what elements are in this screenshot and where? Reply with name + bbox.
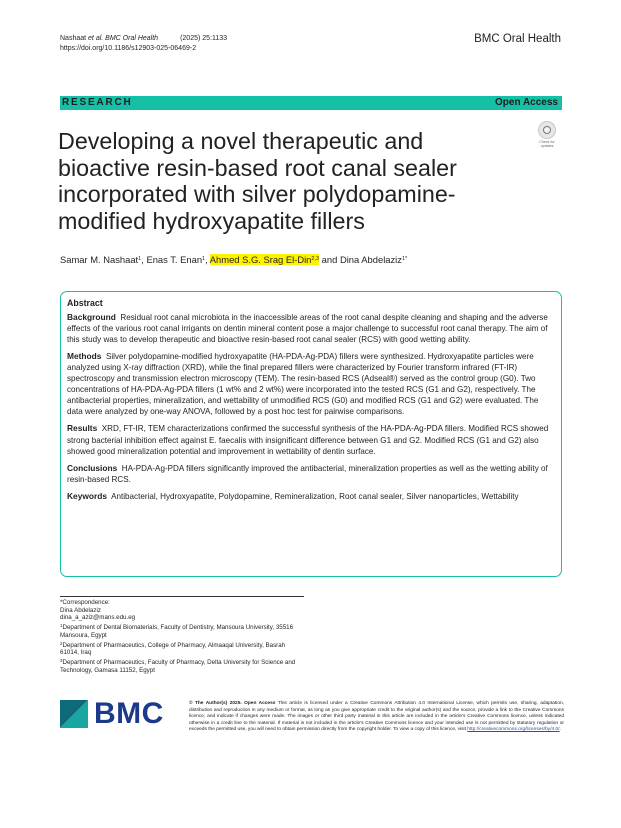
open-access-label: Open Access [495,97,558,108]
correspondence-name: Dina Abdelaziz [60,606,101,614]
abstract-background [67,312,555,345]
keywords-text: Antibacterial, Hydroxyapatite, Polydopamine, Remineralization, Root canal sealer, Silver nanoparticles, Wettability [111,491,519,501]
author-conjunction: and [321,254,338,265]
section-banner [60,96,562,110]
bmc-logo [60,697,172,730]
abstract-keywords [67,491,555,502]
citation-year: (2025) 25:1133 [180,35,228,42]
citation-header [60,34,227,53]
author-affiliation-sup: 1 [202,256,206,262]
license-link[interactable]: http://creativecommons.org/licenses/by/4.0/ [467,727,560,733]
author-affiliation-sup: 2,3 [311,256,320,262]
check-for-updates-button[interactable] [537,121,557,147]
abstract-methods [67,351,555,417]
affiliation-3: $^3$Department of Pharmaceutics, Faculty of Pharmacy, Delta University for Science and Technology, Gamasa 11152, Egypt [60,657,296,674]
journal-name: BMC Oral Health [474,33,561,45]
methods-label: Methods [67,351,102,362]
bmc-logo-text: BMC [94,697,164,730]
citation-authors: Nashaat [60,35,87,42]
author-affiliation-sup: 1* [401,256,408,262]
author-name[interactable]: Samar M. Nashaat [60,254,139,265]
citation-line [60,34,227,44]
citation-journal: BMC Oral Health [105,35,159,42]
check-for-updates-icon [538,121,556,139]
doi-link[interactable]: https://doi.org/10.1186/s12903-025-06469-2 [60,44,197,52]
abstract-results [67,423,555,456]
background-text: Residual root canal microbiota in the inaccessible areas of the root canal despite cleaning and shaping and the adverse effects of the various root canal irrigants on dentin mineral content pose a major challenge to successful root canal therapy. The aim of this study was to develop therapeutic and bioactive resin-based root canal sealer (RCS) with good wetting ability. [67,313,548,345]
license-statement: © The Author(s) 2025. Open Access This article is licensed under a Creative Commons Attribution 4.0 International License, which permits use, sharing, adaptation, distribution and reproduction in any medium or format, as long as you give appropriate credit to the original author(s) and the source, provide a link to the Creative Commons licence, and indicate if changes were made. The images or other third party material in this article are included in the article's Creative Commons licence, unless indicated otherwise in a credit line to the material. If material is not included in the article's Creative Commons licence and your intended use is not permitted by statutory regulation or exceeds the permitted use, you will need to obtain permission directly from the copyright holder. To view a copy of this licence, visit http://creativecommons.org/licenses/by/4.0/. [189,701,565,733]
author-name-highlighted[interactable] [210,254,319,265]
author-affiliation-sup: 1 [138,256,142,262]
keywords-label: Keywords [67,490,108,501]
article-title: Developing a novel therapeutic and bioactive resin-based root canal sealer incorporated with silver polydopamine-modified hydroxyapatite fillers [58,128,457,234]
license-body: This article is licensed under a Creative Commons Attribution 4.0 International License, which permits use, sharing, adaptation, distribution and reproduction in any medium or format, as long as you give appropriate credit to the original author(s) and the source, provide a link to the Creative Commons licence, and indicate if changes were made. The images or other third party material in this article are included in the article's Creative Commons licence, unless indicated otherwise in a credit line to the material. If material is not included in the article's Creative Commons licence and your intended use is not permitted by statutory regulation or exceeds the permitted use, you will need to obtain permission directly from the copyright holder. To view a copy of this licence, visit [189,701,565,733]
conclusions-label: Conclusions [67,462,118,473]
abstract-box [60,291,562,577]
abstract-heading: Abstract [67,298,103,308]
footnotes [60,599,304,674]
copyright-text: © The Author(s) 2025. [189,701,242,706]
author-name[interactable]: Dina Abdelaziz [339,254,402,265]
author-list: Samar M. Nashaat$^1$, Enas T. Enan$^1$, Ahmed S.G. Srag El-Din$^{2,3}$ and Dina Abdelaziz$^{1*}$ [60,254,408,265]
bmc-logo-mark [60,700,88,728]
license-oa-label: Open Access [244,701,276,706]
citation-etal: et al. [88,35,104,42]
check-for-updates-label: Check for updates [539,140,555,148]
affiliation-2: $^2$Department of Pharmaceutics, College of Pharmacy, Almaaqal University, Basrah 61014, Iraq [60,640,286,657]
section-label: RESEARCH [62,97,133,108]
results-text: XRD, FT-IR, TEM characterizations confirmed the successful synthesis of the HA-PDA-Ag-PDA fillers. Modified RCS showed strong bacterial inhibition effect against E. faecalis with insignificant difference between G1 and G2. Modified RCS (G1 and G2) also showed good mineralization potential and improvement in wettability of dentin surface. [67,424,549,456]
conclusions-text: HA-PDA-Ag-PDA fillers significantly improved the antibacterial, mineralization properties as well as the wetting ability of resin-based RCS. [67,463,548,484]
methods-text: Silver polydopamine-modified hydroxyapatite (HA-PDA-Ag-PDA) fillers were synthesized. Hydroxyapatite particles were analyzed using X-ray diffraction (XRD), while the final prepared fillers were characterized by Fourier transform infrared (FT-IR) spectroscopy and transmission electron microscopy (TEM). The resin-based RCS (Adseal®) served as the control group (G0). Two concentrations of HA-PDA-Ag-PDA fillers (1 wt% and 2 wt%) were incorporated into the tested RCS (G1 and G2), respectively. The antibacterial properties, mineralization, and wettability of unmodified RCS (G0) and modified RCS (G1 and G2) were evaluated. The data were analyzed by one-way ANOVA, followed by a post hoc test for pairwise comparisons. [67,352,539,417]
author-name: Ahmed S.G. Srag El-Din [209,254,312,265]
results-label: Results [67,423,98,434]
affiliation-1: $^1$Department of Dental Biomaterials, Faculty of Dentistry, Mansoura University, 35516 Mansoura, Egypt [60,623,294,639]
abstract-conclusions [67,463,555,485]
correspondence-label: *Correspondence: [60,599,110,606]
author-name[interactable]: Enas T. Enan [146,254,203,265]
footnote-divider [60,596,304,597]
correspondence-email[interactable]: dina_a_aziz@mans.edu.eg [60,614,136,622]
background-label: Background [67,312,116,323]
